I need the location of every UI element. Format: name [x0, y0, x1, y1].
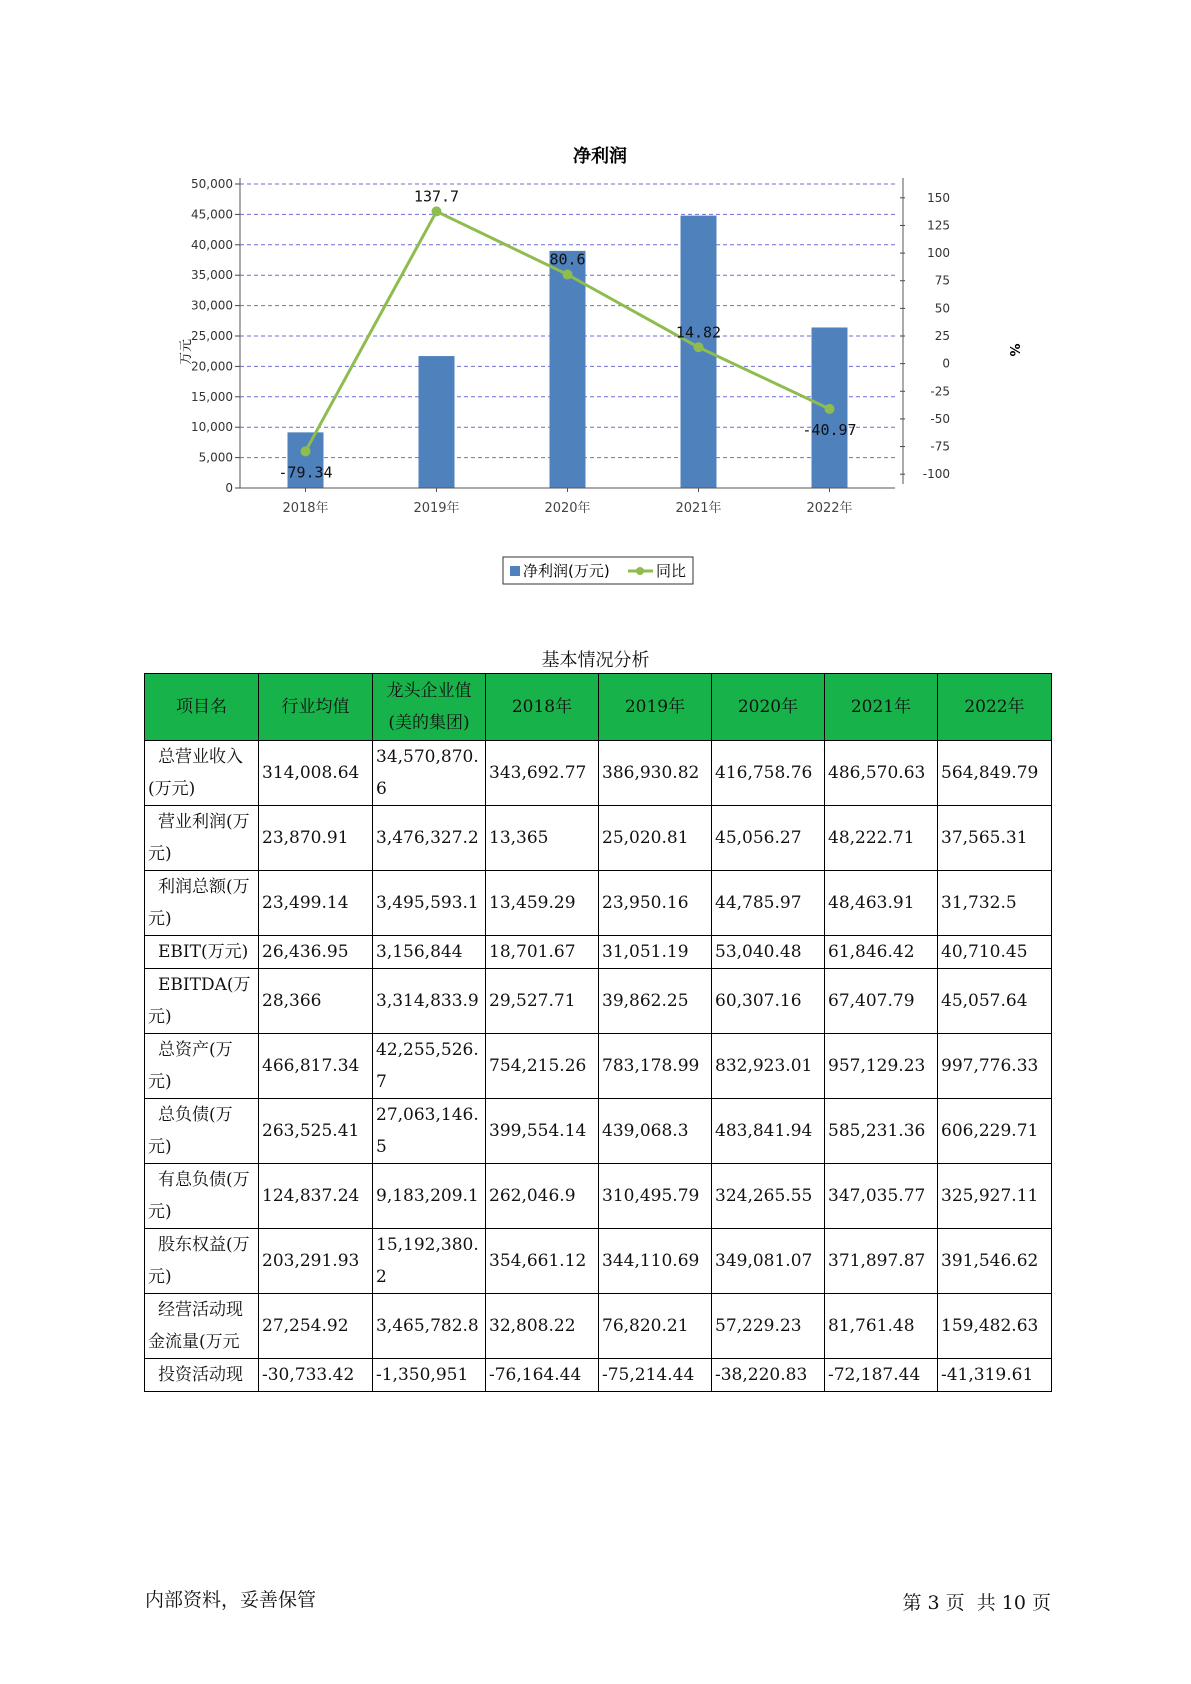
table-cell: 23,950.16 [599, 871, 712, 936]
table-cell: 343,692.77 [486, 741, 599, 806]
y-tick-label: 50,000 [191, 177, 233, 191]
table-header-cell: 2022年 [938, 674, 1052, 741]
row-label-cell: 总营业收入(万元) [145, 741, 259, 806]
table-cell: 997,776.33 [938, 1034, 1052, 1099]
table-cell: -72,187.44 [825, 1359, 938, 1392]
table-cell: 42,255,526.7 [373, 1034, 486, 1099]
table-cell: 45,057.64 [938, 969, 1052, 1034]
table-cell: 3,495,593.1 [373, 871, 486, 936]
table-row [145, 1229, 1052, 1294]
y-tick-label: 40,000 [191, 237, 233, 252]
table-caption: 基本情况分析 [541, 650, 650, 671]
row-label-cell: 投资活动现 [145, 1359, 259, 1392]
row-label-cell: 经营活动现金流量(万元 [145, 1294, 259, 1359]
chart-title: 净利润 [573, 146, 627, 167]
table-cell: 564,849.79 [938, 741, 1052, 806]
table-row [145, 1034, 1052, 1099]
table-cell: -38,220.83 [712, 1359, 825, 1392]
y2-tick-label: -100 [922, 467, 950, 482]
table-cell: 27,063,146.5 [373, 1099, 486, 1164]
table-cell: 18,701.67 [486, 936, 599, 969]
footer-page-number: 第 3 页 共 10 页 [902, 1592, 1051, 1614]
table-cell: 26,436.95 [259, 936, 373, 969]
y-tick-label: 25,000 [191, 329, 233, 343]
table-row [145, 1359, 1052, 1392]
table-cell: 344,110.69 [599, 1229, 712, 1294]
table-cell: 57,229.23 [712, 1294, 825, 1359]
table-row [145, 741, 1052, 806]
table-cell: 354,661.12 [486, 1229, 599, 1294]
table-cell: 391,546.62 [938, 1229, 1052, 1294]
table-cell: 466,817.34 [259, 1034, 373, 1099]
table-header-cell: 龙头企业值(美的集团) [373, 674, 486, 741]
row-label-cell: 总负债(万元) [145, 1099, 259, 1164]
table-header-cell: 2019年 [599, 674, 712, 741]
table-cell: 76,820.21 [599, 1294, 712, 1359]
table-cell: -76,164.44 [486, 1359, 599, 1392]
bar [419, 356, 455, 488]
table-header-cell: 2021年 [825, 674, 938, 741]
table-cell: 263,525.41 [259, 1099, 373, 1164]
table-cell: 483,841.94 [712, 1099, 825, 1164]
table-cell: 262,046.9 [486, 1164, 599, 1229]
table-row [145, 1294, 1052, 1359]
table-cell: -1,350,951 [373, 1359, 486, 1392]
table-cell: 386,930.82 [599, 741, 712, 806]
legend-bar-swatch [510, 566, 520, 576]
table-cell: 29,527.71 [486, 969, 599, 1034]
table-row [145, 936, 1052, 969]
table-cell: 349,081.07 [712, 1229, 825, 1294]
y2-tick-label: -50 [930, 411, 950, 426]
table-header-cell: 行业均值 [259, 674, 373, 741]
row-label-cell: EBITDA(万元) [145, 969, 259, 1034]
table-row [145, 1099, 1052, 1164]
table-cell: 13,365 [486, 806, 599, 871]
row-label-cell: 股东权益(万元) [145, 1229, 259, 1294]
y-tick-label: 0 [225, 481, 233, 495]
y-tick-label: 30,000 [191, 298, 233, 313]
legend-line-label: 同比 [656, 562, 687, 580]
row-label-cell: 总资产(万元) [145, 1034, 259, 1099]
table-cell: 40,710.45 [938, 936, 1052, 969]
table-row [145, 969, 1052, 1034]
table-cell: 31,051.19 [599, 936, 712, 969]
table-header-row [145, 674, 1052, 741]
table-cell: 15,192,380.2 [373, 1229, 486, 1294]
chart-legend [503, 557, 693, 584]
table-cell: 832,923.01 [712, 1034, 825, 1099]
row-label-cell: EBIT(万元) [145, 936, 259, 969]
table-cell: -30,733.42 [259, 1359, 373, 1392]
y2-tick-label: 0 [942, 356, 950, 371]
row-label-cell: 利润总额(万元) [145, 871, 259, 936]
table-cell: 486,570.63 [825, 741, 938, 806]
table-cell: 324,265.55 [712, 1164, 825, 1229]
y2-tick-label: 150 [927, 190, 950, 205]
line-point [694, 342, 704, 352]
line-point [825, 404, 835, 414]
y-tick-label: 45,000 [191, 207, 233, 222]
data-label: 80.6 [549, 250, 586, 269]
x-tick-label: 2020年 [544, 501, 591, 516]
row-label-cell: 营业利润(万元) [145, 806, 259, 871]
table-cell: 48,222.71 [825, 806, 938, 871]
table-cell: 48,463.91 [825, 871, 938, 936]
x-tick-label: 2018年 [282, 501, 329, 516]
table-cell: 754,215.26 [486, 1034, 599, 1099]
table-cell: 203,291.93 [259, 1229, 373, 1294]
y2-axis-label: % [1006, 343, 1021, 357]
table-cell: 9,183,209.1 [373, 1164, 486, 1229]
net-profit-chart [0, 0, 1191, 600]
data-label: 137.7 [413, 187, 460, 206]
table-cell: 347,035.77 [825, 1164, 938, 1229]
row-label-cell: 有息负债(万元) [145, 1164, 259, 1229]
table-cell: 310,495.79 [599, 1164, 712, 1229]
table-cell: -75,214.44 [599, 1359, 712, 1392]
table-cell: 27,254.92 [259, 1294, 373, 1359]
table-cell: 45,056.27 [712, 806, 825, 871]
y-tick-label: 35,000 [191, 268, 233, 283]
table-cell: 606,229.71 [938, 1099, 1052, 1164]
table-cell: 416,758.76 [712, 741, 825, 806]
y2-tick-label: -75 [930, 439, 950, 454]
table-cell: 28,366 [259, 969, 373, 1034]
data-label: -79.34 [278, 463, 333, 482]
table-cell: 783,178.99 [599, 1034, 712, 1099]
bar [550, 251, 586, 488]
table-cell: 325,927.11 [938, 1164, 1052, 1229]
y-axis-label: 万元 [179, 338, 194, 366]
table-cell: 13,459.29 [486, 871, 599, 936]
y2-tick-label: 25 [934, 329, 950, 343]
footer-confidential: 内部资料，妥善保管 [145, 1589, 317, 1611]
table-cell: 61,846.42 [825, 936, 938, 969]
x-tick-label: 2019年 [413, 501, 460, 516]
table-cell: 81,761.48 [825, 1294, 938, 1359]
table-cell: 25,020.81 [599, 806, 712, 871]
table-header-cell: 2018年 [486, 674, 599, 741]
table-row [145, 1164, 1052, 1229]
table-cell: 32,808.22 [486, 1294, 599, 1359]
data-label: -40.97 [802, 420, 857, 439]
table-cell: 957,129.23 [825, 1034, 938, 1099]
legend-line-marker [636, 567, 644, 575]
table-cell: 3,314,833.9 [373, 969, 486, 1034]
table-cell: 3,476,327.2 [373, 806, 486, 871]
table-cell: 439,068.3 [599, 1099, 712, 1164]
table-cell: 371,897.87 [825, 1229, 938, 1294]
table-cell: 585,231.36 [825, 1099, 938, 1164]
line-point [301, 446, 311, 456]
table-cell: 399,554.14 [486, 1099, 599, 1164]
table-cell: 44,785.97 [712, 871, 825, 936]
table-cell: 23,870.91 [259, 806, 373, 871]
legend-bar-label: 净利润(万元) [523, 562, 610, 580]
table-cell: 159,482.63 [938, 1294, 1052, 1359]
table-row [145, 806, 1052, 871]
table-cell: 39,862.25 [599, 969, 712, 1034]
analysis-table [144, 673, 1052, 1392]
y-tick-label: 15,000 [191, 389, 233, 404]
x-tick-label: 2022年 [806, 501, 853, 516]
table-cell: 23,499.14 [259, 871, 373, 936]
table-cell: 60,307.16 [712, 969, 825, 1034]
y2-tick-label: 100 [927, 246, 950, 261]
table-cell: 34,570,870.6 [373, 741, 486, 806]
table-cell: 53,040.48 [712, 936, 825, 969]
table-cell: 67,407.79 [825, 969, 938, 1034]
y-tick-label: 20,000 [191, 359, 233, 374]
table-cell: 37,565.31 [938, 806, 1052, 871]
table-cell: -41,319.61 [938, 1359, 1052, 1392]
table-cell: 124,837.24 [259, 1164, 373, 1229]
y-tick-label: 10,000 [191, 420, 233, 435]
table-cell: 31,732.5 [938, 871, 1052, 936]
line-point [563, 270, 573, 280]
y2-tick-label: 50 [934, 301, 950, 316]
y2-tick-label: 75 [934, 273, 950, 288]
y2-tick-label: -25 [930, 384, 950, 399]
line-point [432, 206, 442, 216]
table-cell: 314,008.64 [259, 741, 373, 806]
y-tick-label: 5,000 [198, 450, 233, 465]
table-cell: 3,465,782.8 [373, 1294, 486, 1359]
table-row [145, 871, 1052, 936]
table-header-cell: 项目名 [145, 674, 259, 741]
table-cell: 3,156,844 [373, 936, 486, 969]
x-tick-label: 2021年 [675, 501, 722, 516]
data-label: 14.82 [675, 323, 722, 342]
y2-tick-label: 125 [927, 218, 950, 233]
table-header-cell: 2020年 [712, 674, 825, 741]
